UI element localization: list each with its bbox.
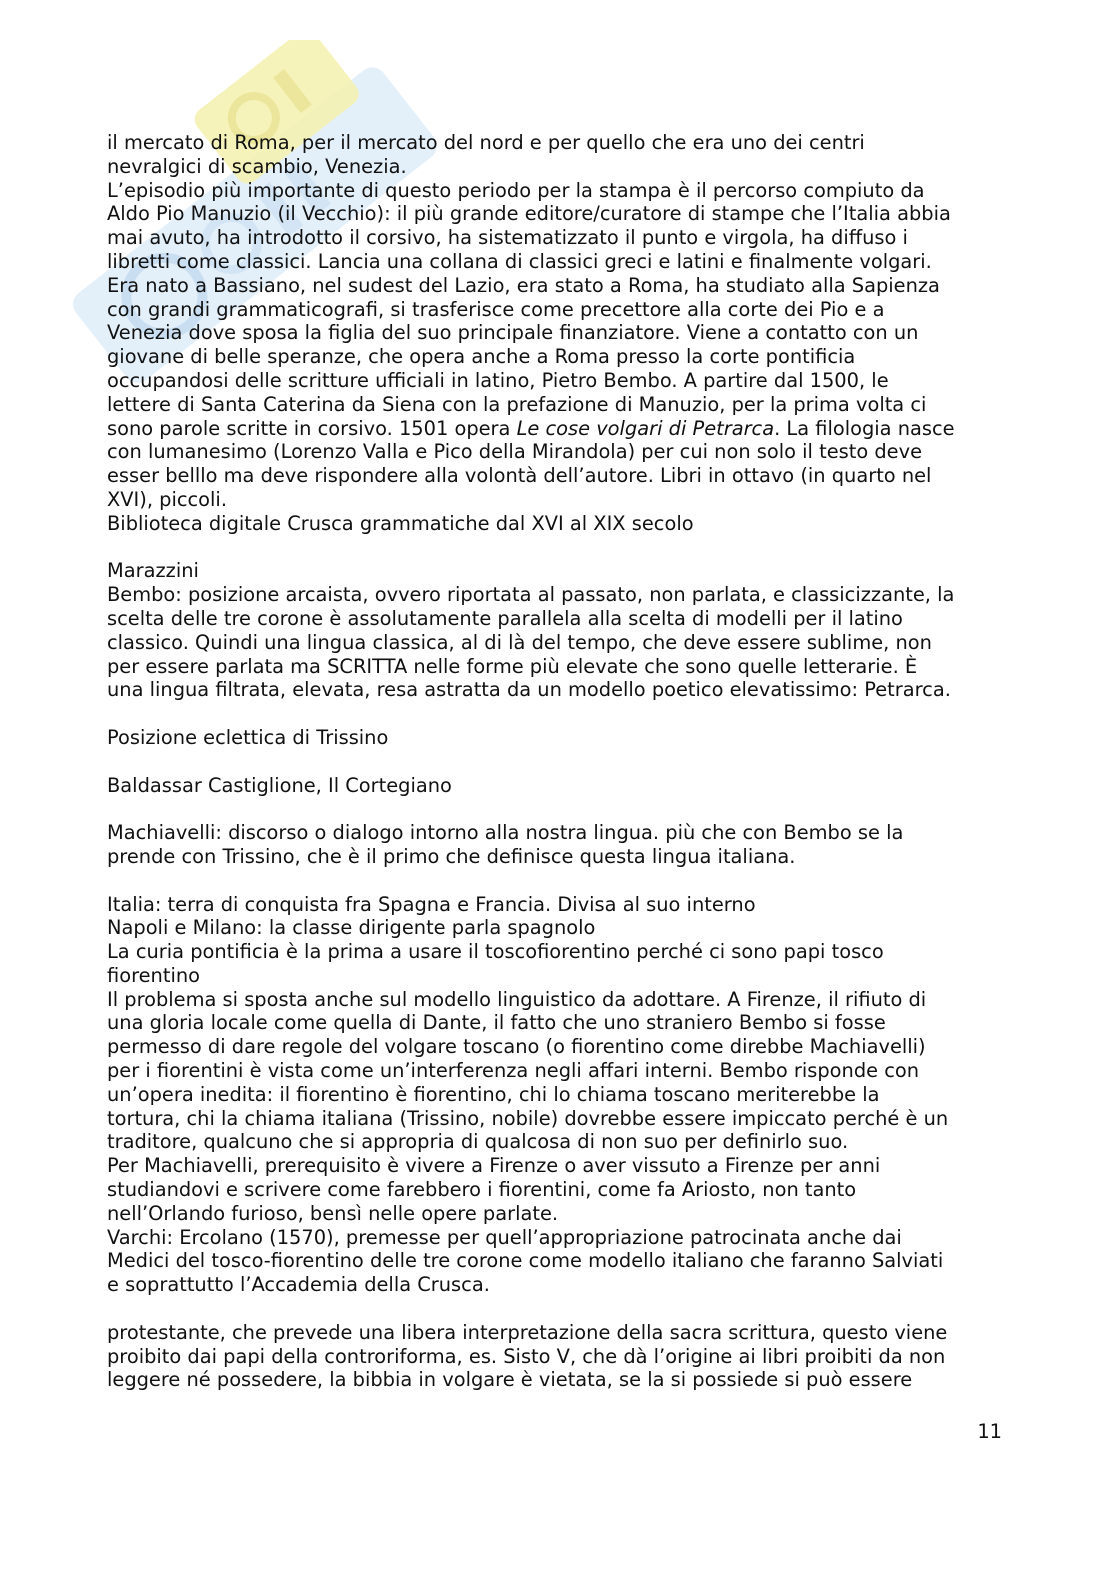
text-line: nevralgici di scambio, Venezia. [107,154,407,178]
text-line: il mercato di Roma, per il mercato del nord e per quello che era uno dei centri [107,131,865,154]
text-line: una lingua filtrata, elevata, resa astratta da un modello poetico elevatissimo: Petrarca. [107,678,951,702]
text-line: nell’Orlando furioso, bensì nelle opere parlate. [107,1201,559,1225]
text-line: traditore, qualcuno che si appropria di qualcosa di non suo per definirlo suo. [107,1130,849,1154]
text-line: fiorentino [107,963,200,987]
text-line: prende con Trissino, che è il primo che definisce questa lingua italiana. [107,844,796,868]
text-line: protestante, che prevede una libera interpretazione della sacra scrittura, questo viene [107,1320,948,1344]
blank-line [107,750,1017,774]
text-line: Aldo Pio Manuzio (il Vecchio): il più grande editore/curatore di stampe che l’Italia abbia [107,202,951,226]
text-line: proibito dai papi della controriforma, es. Sisto V, che dà l’origine ai libri proibiti da non [107,1344,946,1368]
text-line: Baldassar Castiglione, Il Cortegiano [107,773,452,797]
text-line: Varchi: Ercolano (1570), premesse per quell’appropriazione patrocinata anche dai [107,1225,902,1249]
text-line: mai avuto, ha introdotto il corsivo, ha sistematizzato il punto e virgola, ha diffuso i [107,226,908,250]
text-line-with-italic [107,417,1017,441]
text-line: leggere né possedere, la bibbia in volgare è vietata, se la si possiede si può essere [107,1368,913,1392]
blank-line [107,536,1017,560]
text-line: per essere parlata ma SCRITTA nelle forme più elevate che sono quelle letterarie. È [107,654,918,678]
document-body [107,131,1017,1392]
text-line: un’opera inedita: il fiorentino è fiorentino, chi lo chiama toscano meriterebbe la [107,1082,880,1106]
text-line: con lumanesimo (Lorenzo Valla e Pico della Mirandola) per cui non solo il testo deve [107,440,923,464]
text-line: e soprattutto l’Accademia della Crusca. [107,1273,490,1297]
text-line: per i fiorentini è vista come un’interferenza negli affari interni. Bembo risponde con [107,1059,920,1083]
text-line: Bembo: posizione arcaista, ovvero riportata al passato, non parlata, e classicizzante, la [107,583,955,607]
text-line: libretti come classici. Lancia una collana di classici greci e latini e finalmente volgari. [107,249,932,273]
text-line: Medici del tosco-fiorentino delle tre corone come modello italiano che faranno Salviati [107,1249,944,1273]
text-line: con grandi grammaticografi, si trasferisce come precettore alla corte dei Pio e a [107,297,885,321]
text-line: Machiavelli: discorso o dialogo intorno alla nostra lingua. più che con Bembo se la [107,821,904,845]
text-line: Per Machiavelli, prerequisito è vivere a Firenze o aver vissuto a Firenze per anni [107,1154,881,1178]
text-line: L’episodio più importante di questo periodo per la stampa è il percorso compiuto da [107,178,925,202]
text-segment: sono parole scritte in corsivo. 1501 opera [107,416,517,440]
page-number: 11 [977,1420,1002,1443]
text-line: tortura, chi la chiama italiana (Trissino, nobile) dovrebbe essere impiccato perché è un [107,1106,949,1130]
text-line: Napoli e Milano: la classe dirigente parla spagnolo [107,916,596,940]
blank-line [107,1297,1017,1321]
text-line: permesso di dare regole del volgare toscano (o fiorentino come direbbe Machiavelli) [107,1035,926,1059]
text-line: Venezia dove sposa la figlia del suo principale finanziatore. Viene a contatto con un [107,321,919,345]
text-line: esser belllo ma deve rispondere alla volontà dell’autore. Libri in ottavo (in quarto nel [107,464,932,488]
text-line: Marazzini [107,559,199,583]
text-line: studiandovi e scrivere come farebbero i fiorentini, come fa Ariosto, non tanto [107,1178,857,1202]
blank-line [107,869,1017,893]
text-line: Posizione eclettica di Trissino [107,725,389,749]
text-line: Era nato a Bassiano, nel sudest del Lazio, era stato a Roma, ha studiato alla Sapienza [107,273,940,297]
text-line: La curia pontificia è la prima a usare il toscofiorentino perché ci sono papi tosco [107,940,884,964]
text-line: Italia: terra di conquista fra Spagna e Francia. Divisa al suo interno [107,892,756,916]
text-line: XVI), piccoli. [107,487,227,511]
italic-title: Le cose volgari di Petrarca [516,416,775,440]
text-line: giovane di belle speranze, che opera anche a Roma presso la corte pontificia [107,345,856,369]
text-line: occupandosi delle scritture ufficiali in latino, Pietro Bembo. A partire dal 1500, le [107,368,889,392]
text-line: scelta delle tre corone è assolutamente parallela alla scelta di modelli per il latino [107,606,903,630]
text-line: lettere di Santa Caterina da Siena con la prefazione di Manuzio, per la prima volta ci [107,392,927,416]
text-line: Biblioteca digitale Crusca grammatiche dal XVI al XIX secolo [107,511,694,535]
text-segment: . La filologia nasce [774,416,955,440]
text-line: una gloria locale come quella di Dante, il fatto che uno straniero Bembo si fosse [107,1011,886,1035]
blank-line [107,702,1017,726]
text-line: classico. Quindi una lingua classica, al di là del tempo, che deve essere sublime, non [107,630,932,654]
blank-line [107,797,1017,821]
text-line: Il problema si sposta anche sul modello linguistico da adottare. A Firenze, il rifiuto di [107,987,927,1011]
